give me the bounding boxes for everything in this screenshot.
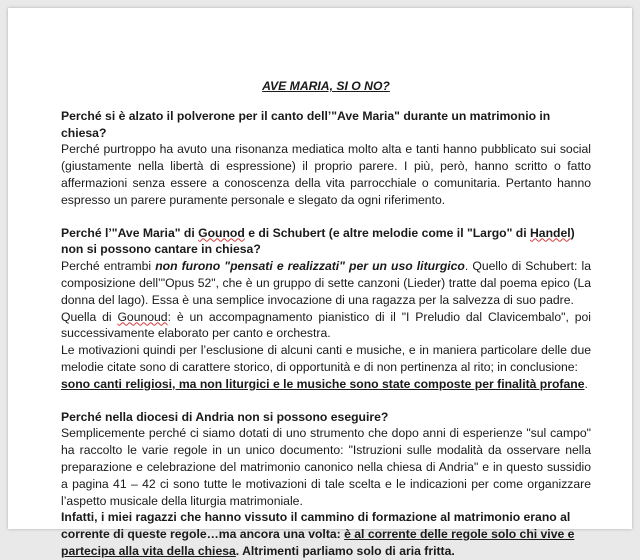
- question-1: Perché si è alzato il polverone per il canto dell’"Ave Maria" durante un matrimonio in chiesa?: [61, 108, 551, 140]
- answer-3: Semplicemente perché ci siamo dotati di uno strumento che dopo anni di esperienze "sul campo" ha raccolto le varie regole in un unico documento: "Istruzioni sulle modalità da osservare nella preparazione e celebrazione del matrimonio canonico nella chiesa di Andria" e in questo sussidio a pagina 41 – 42 ci sono tutte le motivazioni di tale scelta e le indicazioni per come organizzare l’aspetto musicale della liturgia matrimoniale.: [61, 426, 591, 508]
- underlined-text: è al corrente delle regole solo chi vive e partecipa alla vita della chiesa: [61, 527, 575, 558]
- text-run: Quella di: [61, 309, 118, 324]
- spacer: [61, 393, 591, 409]
- text-run: : è un accompagnamento pianistico di il "I Preludio dal Clavicembalo", poi successivamente elaborato per canto e orchestra.: [61, 309, 591, 341]
- answer-2-paragraph-1: [61, 258, 591, 308]
- question-2-part: e di Schubert (e altre melodie come il "Largo" di: [244, 225, 530, 240]
- spacer: [61, 209, 591, 225]
- answer-2-paragraph-3: Le motivazioni quindi per l’esclusione di alcuni canti e musiche, e in maniera particolare delle due melodie citate sono di carattere storico, di opportunità e di non pertinenza al rito; in conclusione:: [61, 343, 591, 374]
- answer-2-paragraph-2: [61, 309, 591, 343]
- question-2: [61, 225, 591, 259]
- answer-1: Perché purtroppo ha avuto una risonanza mediatica molto alta e tanti hanno pubblicato sui social (giustamente nella libertà di espressione) il proprio parere. I più, però, hanno scritto o fatto affermazioni senza essere a conoscenza della vita parrocchiale o comunitaria. Pertanto hanno espresso un parere puramente personale e slegato da ogni riferimento.: [61, 142, 591, 207]
- spellcheck-word: Gounoud: [117, 309, 168, 324]
- conclusion-text: sono canti religiosi, ma non liturgici e le musiche sono state composte per finalità profane: [61, 376, 585, 391]
- question-3: Perché nella diocesi di Andria non si possono eseguire?: [61, 409, 389, 424]
- spellcheck-word: Gounod: [198, 225, 245, 240]
- emphasis-text: non furono "pensati e realizzati" per un uso liturgico: [155, 259, 465, 274]
- question-2-part: ) non si possono cantare in chiesa?: [61, 225, 575, 257]
- document-title: AVE MARIA, SI O NO?: [262, 79, 390, 93]
- text-run: . Altrimenti parliamo solo di aria fritta.: [235, 543, 455, 558]
- question-2-part: Perché l’"Ave Maria" di: [61, 225, 199, 240]
- answer-2-conclusion: [61, 376, 591, 393]
- spellcheck-word: Handel: [529, 225, 571, 240]
- text-run: Perché entrambi: [61, 259, 156, 274]
- final-statement: [61, 509, 591, 559]
- text-run: Infatti, i miei ragazzi che hanno vissuto il cammino di formazione al matrimonio erano al corrente di queste regole…ma ancora una volta:: [61, 510, 571, 542]
- text-run: . Quello di Schubert: la composizione dell’"Opus 52", che è un gruppo di sette canzoni (Lieder) tratte dal poema epico (La donna del lago). Essa è una semplice invocazione di una ragazza per la salvezza di suo padre.: [61, 259, 591, 307]
- document-page: [8, 8, 632, 558]
- document-content: [61, 78, 591, 560]
- text-run: .: [584, 376, 588, 391]
